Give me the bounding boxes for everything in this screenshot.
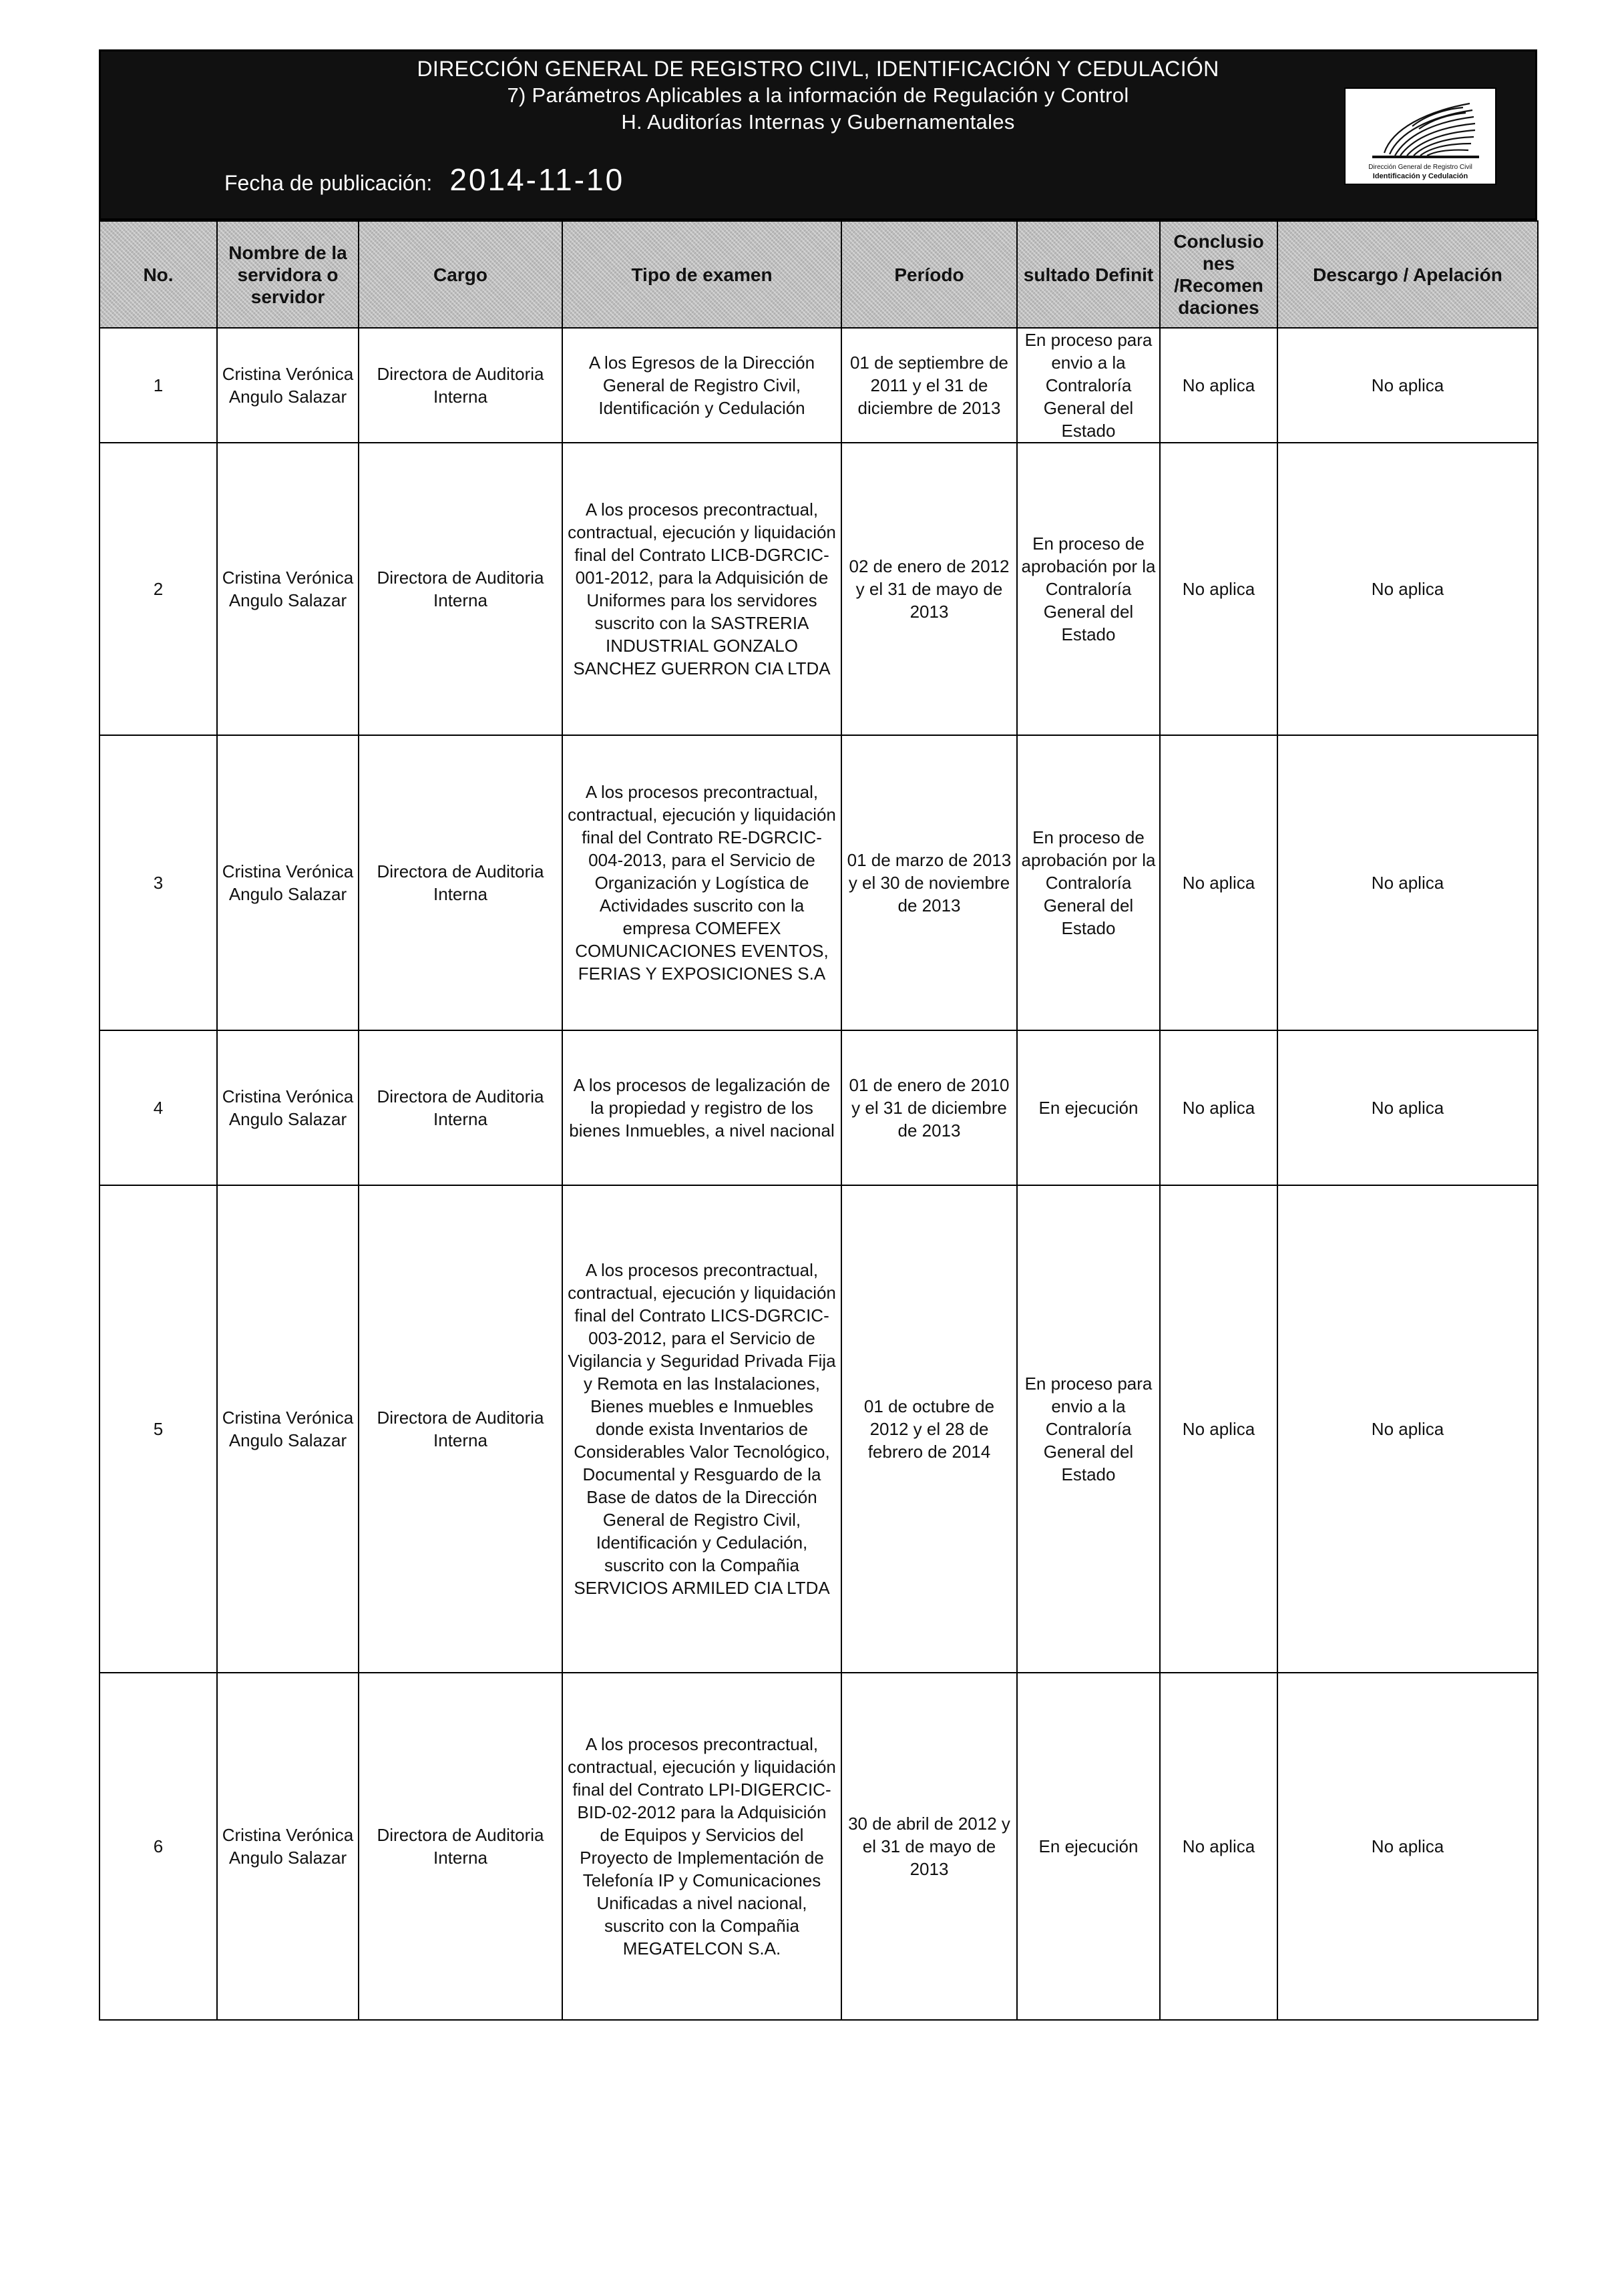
cell-tipo-examen: A los procesos de legalización de la propiedad y registro de los bienes Inmuebles, a nivel nacional xyxy=(562,1030,841,1185)
column-header-cargo: Cargo xyxy=(359,221,562,328)
cell-no: 4 xyxy=(99,1030,217,1185)
cell-resultado: En proceso de aprobación por la Contraloría General del Estado xyxy=(1017,735,1160,1030)
cell-cargo: Directora de Auditoria Interna xyxy=(359,1030,562,1185)
cell-conclusiones: No aplica xyxy=(1160,443,1277,735)
cell-nombre: Cristina Verónica Angulo Salazar xyxy=(217,735,359,1030)
cell-tipo-examen: A los procesos precontractual, contractual, ejecución y liquidación final del Contrato LICS-DGRCIC-003-2012, para el Servicio de Vigilancia y Seguridad Privada Fija y Remota en las Instalaciones, Bienes muebles e Inmuebles donde exista Inventarios de Considerables Valor Tecnológico, Documental y Resguardo de la Base de datos de la Dirección General de Registro Civil, Identificación y Cedulación, suscrito con la Compañia SERVICIOS ARMILED CIA LTDA xyxy=(562,1185,841,1673)
fingerprint-logo-icon xyxy=(1346,89,1495,184)
cell-periodo: 01 de septiembre de 2011 y el 31 de diciembre de 2013 xyxy=(841,328,1017,443)
cell-cargo: Directora de Auditoria Interna xyxy=(359,1673,562,2020)
cell-cargo: Directora de Auditoria Interna xyxy=(359,443,562,735)
cell-cargo: Directora de Auditoria Interna xyxy=(359,735,562,1030)
cell-tipo-examen: A los procesos precontractual, contractual, ejecución y liquidación final del Contrato LICB-DGRCIC-001-2012, para la Adquisición de Uniformes para los servidores suscrito con la SASTRERIA INDUSTRIAL GONZALO SANCHEZ GUERRON CIA LTDA xyxy=(562,443,841,735)
institution-title: DIRECCIÓN GENERAL DE REGISTRO CIIVL, IDENTIFICACIÓN Y CEDULACIÓN xyxy=(417,57,1219,81)
cell-conclusiones: No aplica xyxy=(1160,328,1277,443)
document-sheet xyxy=(99,49,1537,2021)
cell-cargo: Directora de Auditoria Interna xyxy=(359,1185,562,1673)
column-header-resultado: sultado Definit xyxy=(1017,221,1160,328)
cell-conclusiones: No aplica xyxy=(1160,1673,1277,2020)
column-header-periodo: Período xyxy=(841,221,1017,328)
cell-descargo: No aplica xyxy=(1277,1030,1538,1185)
publication-date-block xyxy=(224,162,624,198)
cell-resultado: En proceso para envio a la Contraloría General del Estado xyxy=(1017,1185,1160,1673)
publication-date-value: 2014-11-10 xyxy=(449,162,625,197)
cell-nombre: Cristina Verónica Angulo Salazar xyxy=(217,443,359,735)
cell-no: 5 xyxy=(99,1185,217,1673)
cell-descargo: No aplica xyxy=(1277,1673,1538,2020)
cell-cargo: Directora de Auditoria Interna xyxy=(359,328,562,443)
cell-resultado: En proceso de aprobación por la Contraloría General del Estado xyxy=(1017,443,1160,735)
cell-conclusiones: No aplica xyxy=(1160,735,1277,1030)
header-banner xyxy=(99,49,1537,220)
column-header-descargo: Descargo / Apelación xyxy=(1277,221,1538,328)
cell-no: 2 xyxy=(99,443,217,735)
cell-resultado: En ejecución xyxy=(1017,1030,1160,1185)
audit-table xyxy=(99,220,1539,2021)
cell-no: 3 xyxy=(99,735,217,1030)
table-header-row xyxy=(99,221,1538,328)
subsection-title: H. Auditorías Internas y Gubernamentales xyxy=(621,110,1015,134)
publication-date-label: Fecha de publicación: xyxy=(224,171,433,195)
cell-nombre: Cristina Verónica Angulo Salazar xyxy=(217,328,359,443)
table-row xyxy=(99,1673,1538,2020)
cell-descargo: No aplica xyxy=(1277,735,1538,1030)
cell-tipo-examen: A los procesos precontractual, contractual, ejecución y liquidación final del Contrato LPI-DIGERCIC-BID-02-2012 para la Adquisición de Equipos y Servicios del Proyecto de Implementación de Telefonía IP y Comunicaciones Unificadas a nivel nacional, suscrito con la Compañia MEGATELCON S.A. xyxy=(562,1673,841,2020)
cell-conclusiones: No aplica xyxy=(1160,1030,1277,1185)
institution-logo xyxy=(1344,87,1496,185)
cell-descargo: No aplica xyxy=(1277,1185,1538,1673)
column-header-nombre: Nombre de la servidora o servidor xyxy=(217,221,359,328)
cell-periodo: 01 de enero de 2010 y el 31 de diciembre de 2013 xyxy=(841,1030,1017,1185)
cell-nombre: Cristina Verónica Angulo Salazar xyxy=(217,1185,359,1673)
cell-resultado: En proceso para envio a la Contraloría General del Estado xyxy=(1017,328,1160,443)
table-row xyxy=(99,443,1538,735)
logo-caption-line1: Dirección General de Registro Civil xyxy=(1368,164,1472,171)
logo-caption-line2: Identificación y Cedulación xyxy=(1372,172,1468,180)
table-row xyxy=(99,1185,1538,1673)
cell-resultado: En ejecución xyxy=(1017,1673,1160,2020)
cell-nombre: Cristina Verónica Angulo Salazar xyxy=(217,1673,359,2020)
cell-periodo: 01 de marzo de 2013 y el 30 de noviembre de 2013 xyxy=(841,735,1017,1030)
cell-conclusiones: No aplica xyxy=(1160,1185,1277,1673)
section-title: 7) Parámetros Aplicables a la información de Regulación y Control xyxy=(507,83,1129,107)
cell-nombre: Cristina Verónica Angulo Salazar xyxy=(217,1030,359,1185)
column-header-no: No. xyxy=(99,221,217,328)
column-header-tipo-examen: Tipo de examen xyxy=(562,221,841,328)
cell-periodo: 01 de octubre de 2012 y el 28 de febrero de 2014 xyxy=(841,1185,1017,1673)
cell-no: 1 xyxy=(99,328,217,443)
cell-periodo: 30 de abril de 2012 y el 31 de mayo de 2013 xyxy=(841,1673,1017,2020)
cell-no: 6 xyxy=(99,1673,217,2020)
table-row xyxy=(99,328,1538,443)
table-row xyxy=(99,1030,1538,1185)
cell-periodo: 02 de enero de 2012 y el 31 de mayo de 2013 xyxy=(841,443,1017,735)
cell-descargo: No aplica xyxy=(1277,328,1538,443)
cell-descargo: No aplica xyxy=(1277,443,1538,735)
cell-tipo-examen: A los procesos precontractual, contractual, ejecución y liquidación final del Contrato RE-DGRCIC-004-2013, para el Servicio de Organización y Logística de Actividades suscrito con la empresa COMEFEX COMUNICACIONES EVENTOS, FERIAS Y EXPOSICIONES S.A xyxy=(562,735,841,1030)
cell-tipo-examen: A los Egresos de la Dirección General de Registro Civil, Identificación y Cedulación xyxy=(562,328,841,443)
column-header-conclusiones: Conclusio nes /Recomen daciones xyxy=(1160,221,1277,328)
header-titles xyxy=(101,55,1535,136)
table-row xyxy=(99,735,1538,1030)
